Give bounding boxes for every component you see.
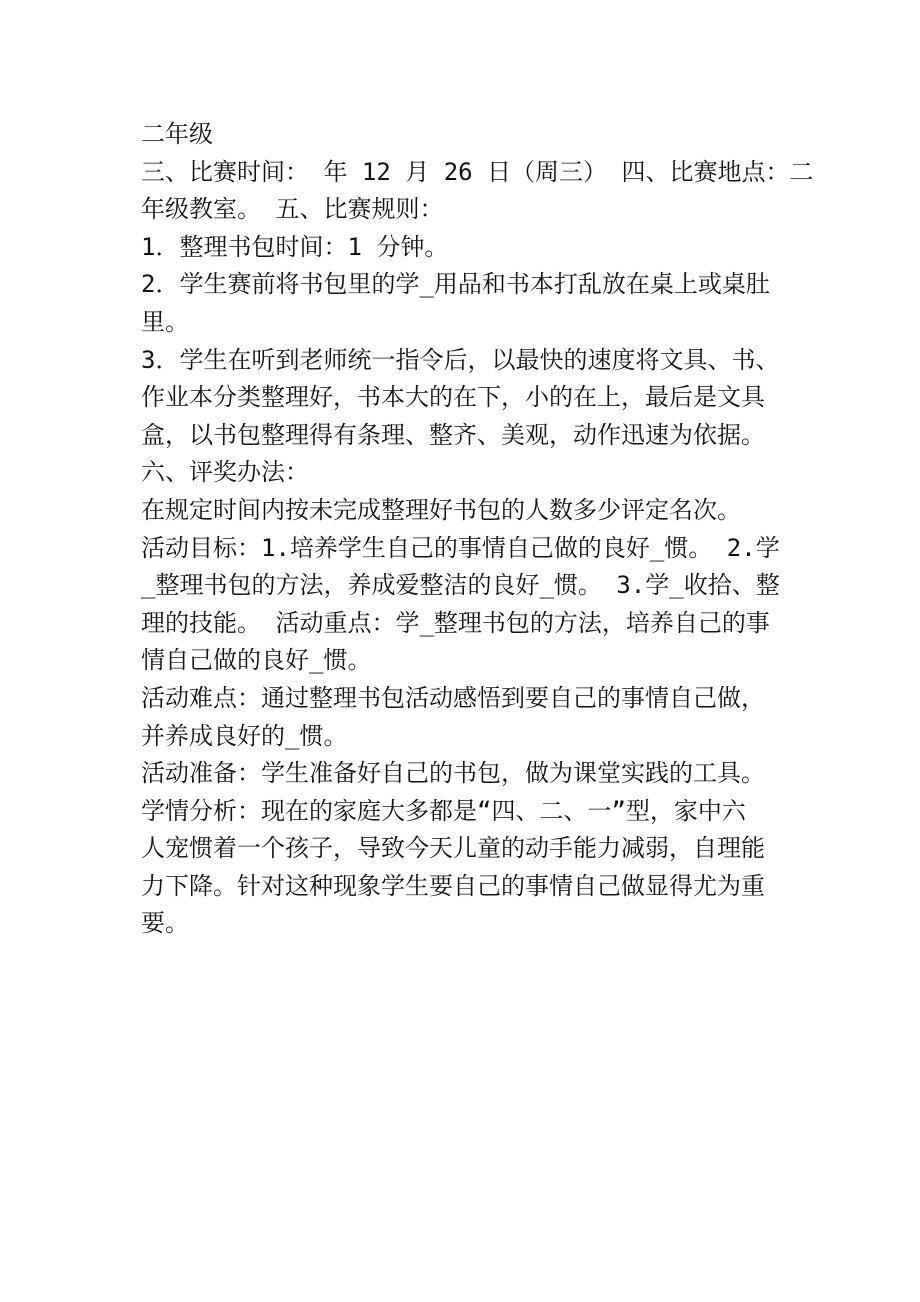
text-line: 学情分析：现在的家庭大多都是“四、二、一”型，家中六	[141, 796, 746, 825]
document-body	[141, 116, 814, 943]
text-line: 三、比赛时间： 年 12 月 26 日（周三） 四、比赛地点：二	[141, 157, 814, 186]
text-line: 六、评奖办法：	[141, 458, 309, 487]
text-line: 二年级	[141, 120, 213, 148]
text-line: 年级教室。 五、比赛规则：	[141, 195, 444, 224]
text-line: 1．整理书包时间：1 分钟。	[141, 232, 449, 261]
text-line: 力下降。针对这种现象学生要自己的事情自己做显得尤为重	[141, 871, 765, 900]
text-line: 活动目标：1.培养学生自己的事情自己做的良好_惯。 2.学	[141, 533, 780, 562]
text-line: 情自己做的良好_惯。	[141, 646, 372, 675]
text-line: 在规定时间内按未完成整理好书包的人数多少评定名次。	[141, 495, 741, 524]
text-line: 盒，以书包整理得有条理、整齐、美观，动作迅速为依据。	[141, 420, 765, 449]
text-line: _整理书包的方法，养成爱整洁的良好_惯。 3.学_收拾、整	[141, 571, 780, 600]
text-line: 人宠惯着一个孩子，导致今天儿童的动手能力减弱，自理能	[141, 834, 765, 863]
text-line: 活动准备：学生准备好自己的书包，做为课堂实践的工具。	[141, 759, 765, 788]
text-line: 里。	[141, 307, 189, 336]
text-line: 要。	[141, 909, 189, 938]
text-line: 3．学生在听到老师统一指令后，以最快的速度将文具、书、	[141, 345, 780, 374]
text-line: 并养成良好的_惯。	[141, 721, 348, 750]
text-line: 2．学生赛前将书包里的学_用品和书本打乱放在桌上或桌肚	[141, 270, 770, 299]
text-line: 活动难点：通过整理书包活动感悟到要自己的事情自己做，	[141, 683, 765, 712]
text-line: 理的技能。 活动重点：学_整理书包的方法，培养自己的事	[141, 608, 770, 637]
text-line: 作业本分类整理好，书本大的在下，小的在上，最后是文具	[141, 383, 765, 412]
